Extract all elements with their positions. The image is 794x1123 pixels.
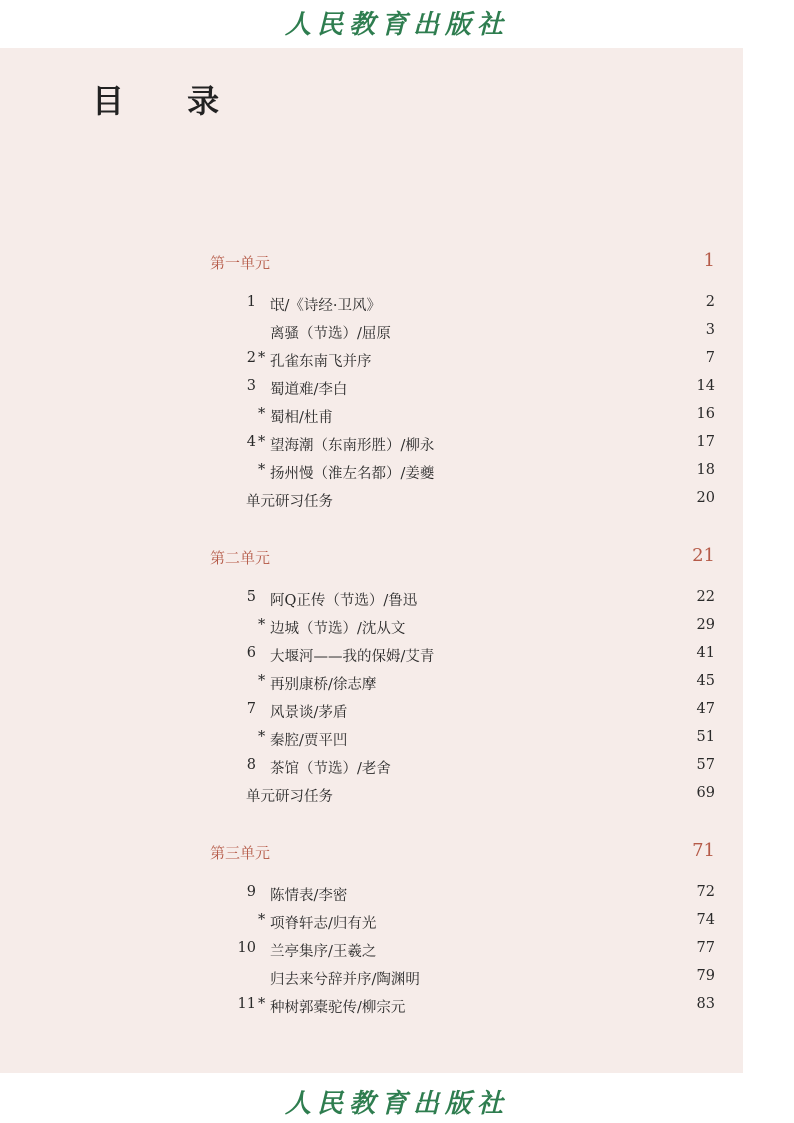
publisher-logo-top: 人民教育出版社 bbox=[284, 10, 509, 40]
entry-title: 边城（节选）/沈从文 bbox=[270, 621, 406, 637]
entry-page-number: 83 bbox=[696, 996, 715, 1012]
entry-page-number: 74 bbox=[696, 912, 715, 928]
entry-page-number: 57 bbox=[696, 757, 715, 773]
entry-title: 秦腔/贾平凹 bbox=[270, 733, 348, 749]
entry-page-number: 17 bbox=[696, 434, 715, 450]
toc-entry[interactable] bbox=[236, 645, 715, 667]
toc-entry[interactable] bbox=[236, 757, 715, 779]
lesson-number: 5 bbox=[246, 589, 256, 605]
toc-entry[interactable] bbox=[236, 378, 715, 400]
asterisk-mark: * bbox=[258, 350, 266, 366]
entry-page-number: 14 bbox=[696, 378, 715, 394]
asterisk-mark: * bbox=[258, 434, 266, 450]
toc-entry[interactable] bbox=[236, 940, 715, 962]
toc-entry[interactable] bbox=[236, 617, 715, 639]
lesson-number: 11 bbox=[237, 996, 256, 1012]
unit-page-number: 21 bbox=[692, 545, 715, 566]
entry-page-number: 69 bbox=[696, 785, 715, 801]
entry-page-number: 47 bbox=[696, 701, 715, 717]
entry-title: 氓/《诗经·卫风》 bbox=[270, 298, 381, 314]
lesson-number: 9 bbox=[246, 884, 256, 900]
entry-page-number: 45 bbox=[696, 673, 715, 689]
page-title: 目 录 bbox=[92, 82, 246, 120]
toc-entry[interactable] bbox=[236, 350, 715, 372]
entry-page-number: 20 bbox=[696, 490, 715, 506]
entry-title: 兰亭集序/王羲之 bbox=[270, 944, 377, 960]
unit-label: 第一单元 bbox=[210, 254, 271, 272]
asterisk-mark: * bbox=[258, 996, 266, 1012]
toc-entry[interactable] bbox=[236, 968, 715, 990]
unit-heading[interactable] bbox=[210, 840, 715, 864]
entry-page-number: 22 bbox=[696, 589, 715, 605]
unit-label: 第二单元 bbox=[210, 549, 271, 567]
asterisk-mark: * bbox=[258, 673, 266, 689]
lesson-number: 8 bbox=[246, 757, 256, 773]
toc-entry[interactable] bbox=[236, 673, 715, 695]
entry-page-number: 3 bbox=[705, 322, 715, 338]
unit-label: 第三单元 bbox=[210, 844, 271, 862]
toc-entry[interactable] bbox=[236, 701, 715, 723]
lesson-number: 10 bbox=[237, 940, 256, 956]
toc-entry[interactable] bbox=[236, 912, 715, 934]
entry-title: 蜀相/杜甫 bbox=[270, 410, 333, 426]
unit-task-entry[interactable] bbox=[236, 490, 715, 512]
toc-entry[interactable] bbox=[236, 294, 715, 316]
entry-title: 种树郭橐驼传/柳宗元 bbox=[270, 1000, 406, 1016]
unit-page-number: 71 bbox=[692, 840, 715, 861]
toc-entry[interactable] bbox=[236, 589, 715, 611]
lesson-number: 3 bbox=[246, 378, 256, 394]
entry-page-number: 2 bbox=[705, 294, 715, 310]
lesson-number: 1 bbox=[246, 294, 256, 310]
asterisk-mark: * bbox=[258, 912, 266, 928]
entry-title: 归去来兮辞并序/陶渊明 bbox=[270, 972, 420, 988]
toc-entry[interactable] bbox=[236, 322, 715, 344]
entry-title: 单元研习任务 bbox=[246, 494, 333, 510]
entry-page-number: 79 bbox=[696, 968, 715, 984]
entry-title: 项脊轩志/归有光 bbox=[270, 916, 377, 932]
entry-title: 大堰河——我的保姆/艾青 bbox=[270, 649, 435, 665]
entry-title: 阿Q正传（节选）/鲁迅 bbox=[270, 593, 418, 609]
unit-page-number: 1 bbox=[703, 250, 715, 271]
toc-entry[interactable] bbox=[236, 406, 715, 428]
toc-entry[interactable] bbox=[236, 996, 715, 1018]
entry-title: 孔雀东南飞并序 bbox=[270, 354, 372, 370]
entry-title: 茶馆（节选）/老舍 bbox=[270, 761, 391, 777]
entry-title: 风景谈/茅盾 bbox=[270, 705, 348, 721]
lesson-number: 2 bbox=[246, 350, 256, 366]
lesson-number: 4 bbox=[246, 434, 256, 450]
toc-entry[interactable] bbox=[236, 462, 715, 484]
toc-entry[interactable] bbox=[236, 434, 715, 456]
entry-page-number: 77 bbox=[696, 940, 715, 956]
entry-page-number: 72 bbox=[696, 884, 715, 900]
entry-page-number: 16 bbox=[696, 406, 715, 422]
entry-page-number: 51 bbox=[696, 729, 715, 745]
asterisk-mark: * bbox=[258, 729, 266, 745]
entry-page-number: 29 bbox=[696, 617, 715, 633]
asterisk-mark: * bbox=[258, 617, 266, 633]
entry-title: 陈情表/李密 bbox=[270, 888, 348, 904]
entry-title: 离骚（节选）/屈原 bbox=[270, 326, 391, 342]
lesson-number: 6 bbox=[246, 645, 256, 661]
entry-title: 再别康桥/徐志摩 bbox=[270, 677, 377, 693]
entry-page-number: 41 bbox=[696, 645, 715, 661]
asterisk-mark: * bbox=[258, 406, 266, 422]
unit-heading[interactable] bbox=[210, 545, 715, 569]
asterisk-mark: * bbox=[258, 462, 266, 478]
publisher-logo-bottom: 人民教育出版社 bbox=[284, 1089, 509, 1119]
entry-title: 蜀道难/李白 bbox=[270, 382, 348, 398]
unit-heading[interactable] bbox=[210, 250, 715, 274]
entry-title: 扬州慢（淮左名都）/姜夔 bbox=[270, 466, 435, 482]
entry-page-number: 7 bbox=[705, 350, 715, 366]
entry-title: 单元研习任务 bbox=[246, 789, 333, 805]
unit-task-entry[interactable] bbox=[236, 785, 715, 807]
toc-entry[interactable] bbox=[236, 729, 715, 751]
toc-entry[interactable] bbox=[236, 884, 715, 906]
entry-title: 望海潮（东南形胜）/柳永 bbox=[270, 438, 435, 454]
entry-page-number: 18 bbox=[696, 462, 715, 478]
lesson-number: 7 bbox=[246, 701, 256, 717]
